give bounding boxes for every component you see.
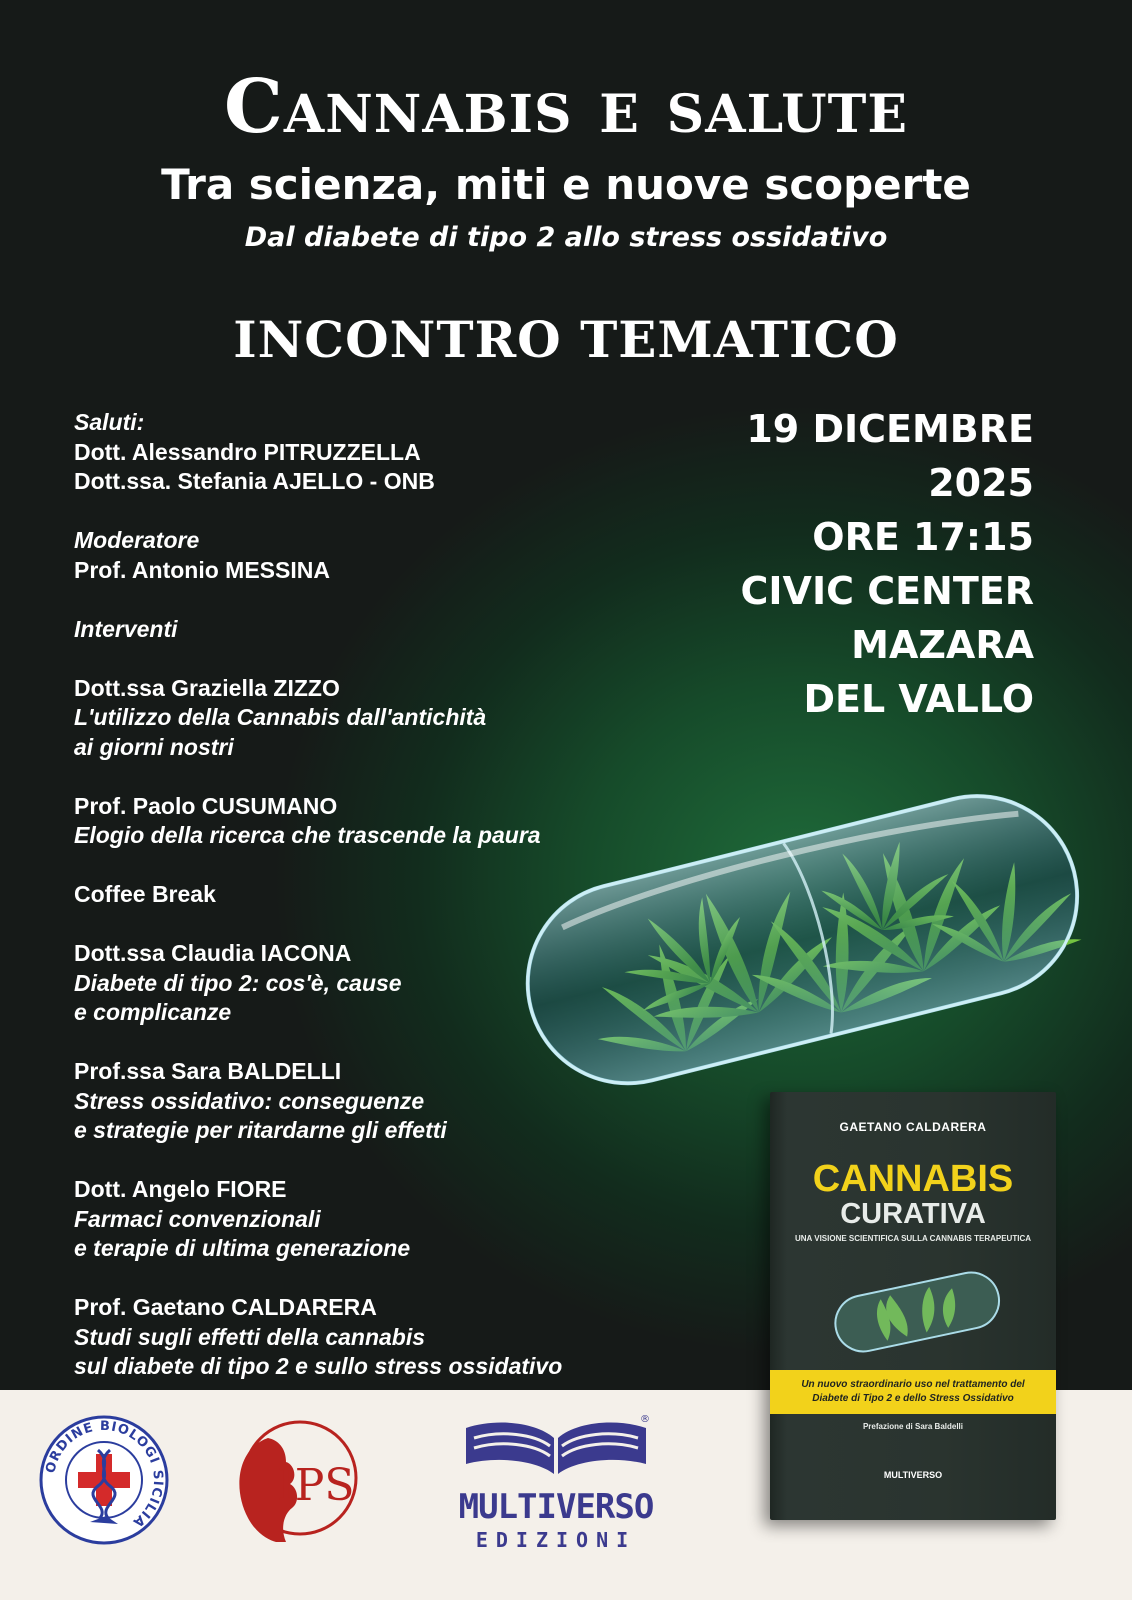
moderator-name: Prof. Antonio MESSINA	[74, 556, 330, 583]
talk-topic: e complicanze	[74, 999, 232, 1025]
talk-speaker: Dott. Angelo FIORE	[74, 1176, 287, 1202]
talk-topic: Stress ossidativo: conseguenze	[74, 1087, 425, 1114]
talk-speaker: Dott.ssa Claudia IACONA	[74, 940, 352, 966]
book-band-line: Un nuovo straordinario uso nel trattamento del	[801, 1379, 1025, 1390]
greeting-speaker: Dott. Alessandro PITRUZZELLA	[74, 438, 421, 465]
event-city: MAZARA	[851, 623, 1034, 667]
talk-item	[74, 792, 694, 851]
book-capsule-icon	[822, 1262, 1012, 1360]
talk-item	[74, 939, 694, 1028]
talk-item	[74, 1175, 694, 1264]
talk-speaker: Prof. Gaetano CALDARERA	[74, 1294, 377, 1320]
edizioni-wordmark: EDIZIONI	[475, 1528, 637, 1552]
greetings-block	[74, 408, 694, 497]
event-year: 2025	[928, 461, 1034, 505]
talk-speaker: Dott.ssa Graziella ZIZZO	[74, 674, 340, 701]
talk-topic: L'utilizzo della Cannabis dall'antichità	[74, 704, 487, 730]
coffee-break-label: Coffee Break	[74, 881, 216, 907]
event-venue: CIVIC CENTER	[740, 569, 1034, 613]
ordine-biologi-sicilia-logo	[38, 1414, 170, 1546]
book-author: GAETANO CALDARERA	[839, 1120, 987, 1134]
coffee-break	[74, 880, 694, 910]
moderator-label: Moderatore	[74, 527, 200, 553]
book-band-line: Diabete di Tipo 2 e dello Stress Ossidativo	[812, 1393, 1014, 1404]
book-yellow-band	[770, 1370, 1056, 1414]
book-preface: Prefazione di Sara Baldelli	[862, 1422, 964, 1431]
event-date: 19 DICEMBRE	[746, 407, 1034, 451]
book-publisher: MULTIVERSO	[883, 1470, 943, 1480]
event-type-heading: INCONTRO TEMATICO	[233, 310, 899, 369]
event-tagline: Dal diabete di tipo 2 allo stress ossidativo	[244, 222, 888, 253]
talks-label: Interventi	[74, 615, 178, 642]
event-info	[741, 402, 1034, 726]
talk-speaker: Prof. Paolo CUSUMANO	[74, 792, 338, 819]
talk-topic: sul diabete di tipo 2 e sullo stress ossidativo	[74, 1353, 563, 1379]
talk-topic: e strategie per ritardarne gli effetti	[74, 1117, 447, 1143]
book-title-line2: CURATIVA	[840, 1198, 986, 1230]
logo-circular-text: ORDINE BIOLOGI SICILIA	[43, 1418, 166, 1531]
event-city: DEL VALLO	[803, 677, 1034, 721]
open-book-icon	[456, 1408, 656, 1482]
talks-heading-block	[74, 615, 694, 645]
talk-item	[74, 1057, 694, 1146]
book-cover	[770, 1092, 1056, 1520]
talk-topic: Farmaci convenzionali	[74, 1205, 321, 1232]
ips-logo	[228, 1418, 360, 1548]
greetings-label: Saluti:	[74, 409, 145, 435]
registered-mark: ®	[640, 1414, 650, 1425]
moderator-block	[74, 526, 694, 585]
talk-speaker: Prof.ssa Sara BALDELLI	[74, 1058, 342, 1084]
talk-topic: Diabete di tipo 2: cos'è, cause	[74, 969, 402, 996]
talk-topic: e terapie di ultima generazione	[74, 1235, 411, 1261]
event-title: Cannabis e salute	[224, 64, 908, 150]
talk-topic: ai giorni nostri	[74, 733, 234, 760]
program-list	[74, 408, 694, 1411]
book-title-line1: CANNABIS	[812, 1158, 1014, 1200]
event-time: ORE 17:15	[812, 515, 1034, 559]
book-subtitle: UNA VISIONE SCIENTIFICA SULLA CANNABIS TERAPEUTICA	[794, 1234, 1031, 1243]
talk-topic: Elogio della ricerca che trascende la paura	[74, 822, 541, 848]
multiverso-edizioni-logo	[456, 1408, 656, 1578]
ips-logo-text: IPS	[277, 1460, 355, 1511]
talk-item	[74, 674, 694, 763]
multiverso-wordmark: MULTIVERSO	[458, 1487, 654, 1527]
talk-item	[74, 1293, 694, 1382]
talk-topic: Studi sugli effetti della cannabis	[74, 1323, 426, 1350]
greeting-speaker: Dott.ssa. Stefania AJELLO - ONB	[74, 468, 435, 494]
event-subtitle: Tra scienza, miti e nuove scoperte	[161, 160, 971, 209]
